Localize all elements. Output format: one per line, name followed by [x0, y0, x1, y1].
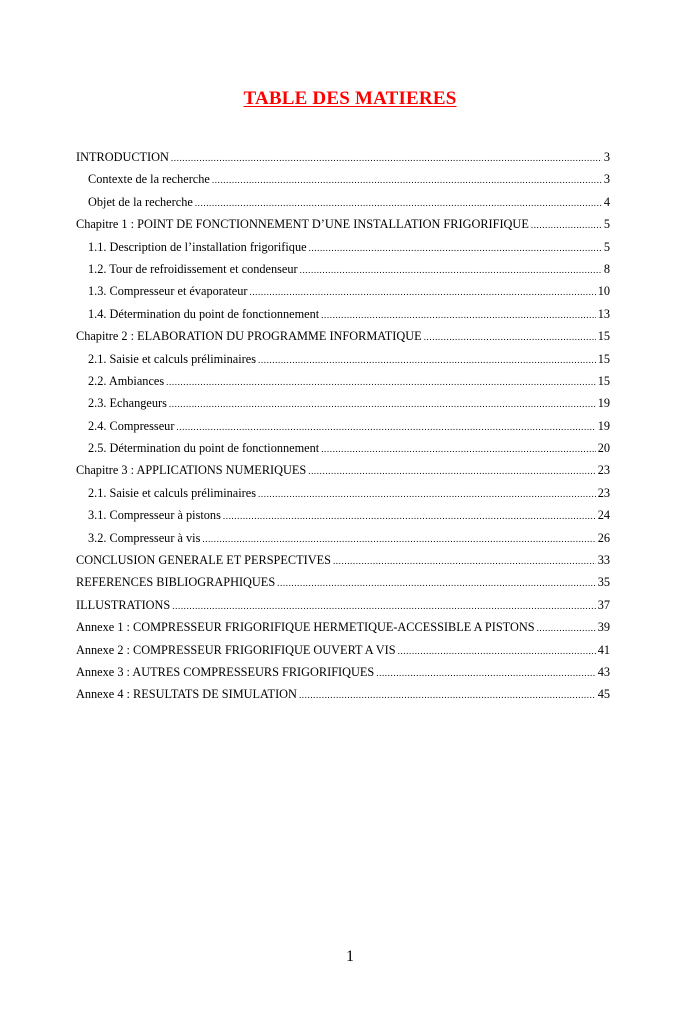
toc-entry[interactable]: [76, 392, 610, 414]
table-of-contents: [76, 146, 610, 706]
toc-entry-label: 2.1. Saisie et calculs préliminaires: [88, 351, 257, 366]
toc-entry-label: 1.2. Tour de refroidissement et condenseur: [88, 261, 298, 276]
toc-entry-page: 26: [597, 530, 610, 545]
toc-entry-page: 3: [603, 150, 610, 164]
toc-entry[interactable]: [76, 191, 610, 213]
toc-entry-label: Contexte de la recherche: [88, 172, 210, 187]
toc-dot-leader: [531, 214, 602, 235]
toc-entry-label: Annexe 3 : AUTRES COMPRESSEURS FRIGORIFIQUES: [76, 664, 375, 679]
toc-dot-leader: [537, 617, 596, 638]
toc-entry-page: 5: [603, 217, 610, 232]
toc-dot-leader: [398, 640, 596, 661]
toc-entry-page: 10: [597, 284, 610, 299]
toc-entry[interactable]: [76, 415, 610, 437]
toc-entry[interactable]: [76, 594, 610, 616]
toc-dot-leader: [169, 393, 596, 414]
toc-entry[interactable]: [76, 303, 610, 325]
toc-entry-page: 23: [597, 485, 610, 500]
toc-entry[interactable]: [76, 213, 610, 235]
toc-dot-leader: [376, 662, 595, 683]
toc-entry[interactable]: [76, 236, 610, 258]
toc-entry-label: Annexe 1 : COMPRESSEUR FRIGORIFIQUE HERMETIQUE-ACCESSIBLE A PISTONS: [76, 620, 535, 635]
toc-dot-leader: [299, 684, 596, 705]
toc-entry-label: 1.1. Description de l’installation frigorifique: [88, 239, 307, 254]
toc-entry-label: Annexe 4 : RESULTATS DE SIMULATION: [76, 687, 297, 702]
toc-entry[interactable]: [76, 459, 610, 481]
toc-entry[interactable]: [76, 437, 610, 459]
toc-dot-leader: [258, 349, 596, 370]
toc-dot-leader: [195, 192, 602, 213]
toc-entry[interactable]: [76, 482, 610, 504]
toc-dot-leader: [249, 281, 595, 302]
toc-dot-leader: [176, 416, 595, 437]
toc-entry-label: 3.1. Compresseur à pistons: [88, 508, 221, 523]
toc-entry-page: 5: [603, 239, 610, 254]
toc-dot-leader: [202, 528, 595, 549]
toc-entry[interactable]: [76, 258, 610, 280]
toc-entry[interactable]: [76, 280, 610, 302]
toc-entry[interactable]: [76, 549, 610, 571]
toc-entry-label: Chapitre 1 : POINT DE FONCTIONNEMENT D’UNE INSTALLATION FRIGORIFIQUE: [76, 217, 529, 232]
toc-entry-page: 20: [597, 441, 610, 456]
toc-entry-label: Chapitre 2 : ELABORATION DU PROGRAMME INFORMATIQUE: [76, 329, 422, 344]
toc-entry-label: REFERENCES BIBLIOGRAPHIQUES: [76, 575, 276, 590]
toc-entry-page: 45: [597, 687, 610, 702]
toc-dot-leader: [172, 595, 595, 616]
toc-entry-label: Annexe 2 : COMPRESSEUR FRIGORIFIQUE OUVERT A VIS: [76, 642, 396, 657]
toc-entry-page: 37: [597, 597, 610, 612]
toc-entry[interactable]: [76, 571, 610, 593]
toc-entry[interactable]: [76, 527, 610, 549]
toc-entry-page: 39: [597, 620, 610, 635]
toc-dot-leader: [321, 304, 596, 325]
toc-entry-label: Objet de la recherche: [88, 194, 193, 209]
toc-entry-page: 24: [597, 508, 610, 523]
toc-entry-page: 23: [597, 463, 610, 478]
toc-entry-page: 41: [597, 642, 610, 657]
toc-dot-leader: [309, 237, 602, 258]
toc-entry-label: ILLUSTRATIONS: [76, 597, 171, 612]
toc-entry[interactable]: [76, 325, 610, 347]
toc-entry-label: 3.2. Compresseur à vis: [88, 530, 201, 545]
page-title: TABLE DES MATIERES: [243, 88, 457, 109]
toc-entry[interactable]: [76, 639, 610, 661]
page-number: 1: [346, 948, 354, 965]
toc-entry-page: 3: [603, 172, 610, 187]
toc-dot-leader: [300, 259, 602, 280]
toc-entry-page: 15: [597, 329, 610, 344]
toc-entry-page: 43: [597, 664, 610, 679]
toc-entry-page: 19: [597, 396, 610, 411]
toc-entry[interactable]: [76, 683, 610, 705]
toc-entry-label: INTRODUCTION: [76, 150, 169, 164]
toc-entry-label: 1.4. Détermination du point de fonctionnement: [88, 306, 320, 321]
toc-entry-label: 2.2. Ambiances: [88, 373, 165, 388]
toc-entry-page: 13: [597, 306, 610, 321]
toc-entry-label: 2.1. Saisie et calculs préliminaires: [88, 485, 257, 500]
toc-entry-label: 2.3. Echangeurs: [88, 396, 167, 411]
toc-dot-leader: [321, 438, 596, 459]
toc-entry-label: 2.4. Compresseur: [88, 418, 175, 433]
toc-entry-page: 19: [597, 418, 610, 433]
toc-dot-leader: [166, 371, 596, 392]
toc-entry-page: 15: [597, 373, 610, 388]
toc-entry-page: 4: [603, 194, 610, 209]
toc-entry-label: CONCLUSION GENERALE ET PERSPECTIVES: [76, 553, 331, 568]
toc-entry-page: 8: [603, 261, 610, 276]
toc-entry[interactable]: [76, 370, 610, 392]
toc-entry-page: 35: [597, 575, 610, 590]
toc-entry[interactable]: [76, 504, 610, 526]
toc-dot-leader: [223, 505, 596, 526]
toc-dot-leader: [277, 572, 596, 593]
toc-dot-leader: [212, 169, 602, 190]
toc-entry[interactable]: [76, 661, 610, 683]
toc-entry[interactable]: [76, 616, 610, 638]
toc-dot-leader: [333, 550, 596, 571]
toc-entry[interactable]: [76, 146, 610, 168]
toc-entry-label: Chapitre 3 : APPLICATIONS NUMERIQUES: [76, 463, 307, 478]
toc-entry-label: 2.5. Détermination du point de fonctionnement: [88, 441, 320, 456]
toc-dot-leader: [424, 326, 596, 347]
toc-entry[interactable]: [76, 168, 610, 190]
toc-dot-leader: [258, 483, 596, 504]
toc-dot-leader: [308, 460, 595, 481]
toc-entry-label: 1.3. Compresseur et évaporateur: [88, 284, 248, 299]
toc-dot-leader: [171, 147, 602, 168]
toc-entry-page: 15: [597, 351, 610, 366]
toc-entry[interactable]: [76, 348, 610, 370]
toc-entry-page: 33: [597, 553, 610, 568]
